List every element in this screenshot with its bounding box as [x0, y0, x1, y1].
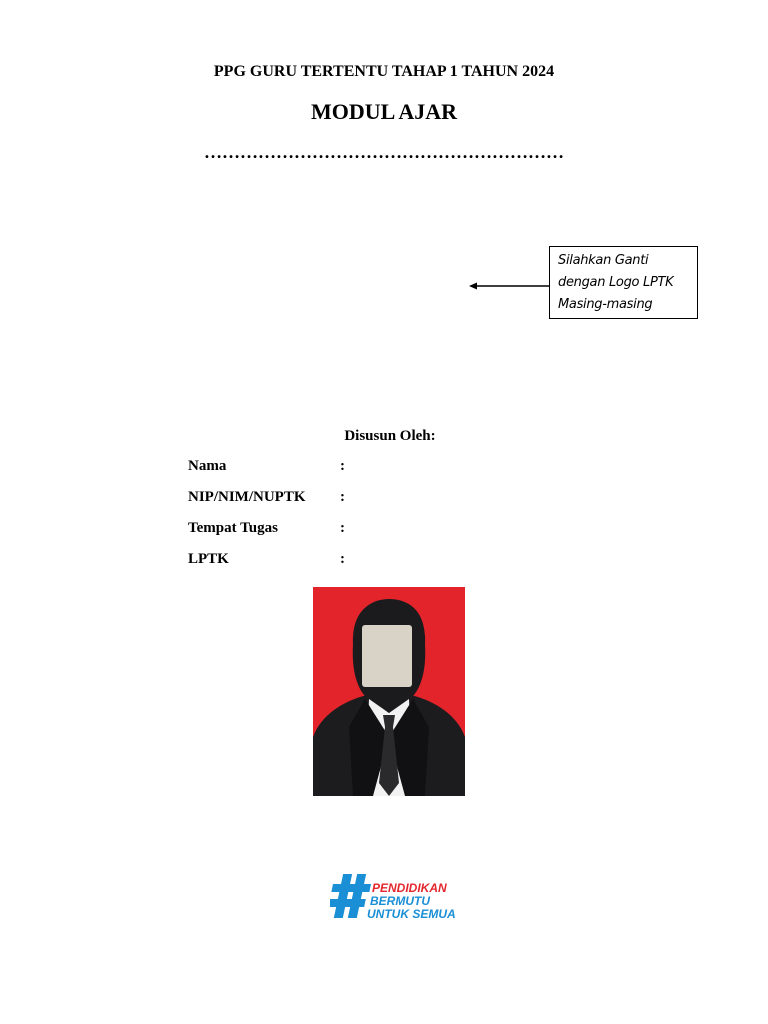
program-heading: PPG GURU TERTENTU TAHAP 1 TAHUN 2024: [213, 63, 555, 80]
field-separator: :: [340, 458, 345, 474]
field-lptk: [188, 551, 345, 571]
author-photo: [313, 587, 465, 796]
field-name: [188, 458, 345, 478]
document-title: MODUL AJAR: [310, 99, 458, 124]
field-label: NIP/NIM/NUPTK: [188, 489, 306, 505]
title-placeholder-dots: ……………………………………………………: [204, 142, 564, 162]
arrow-left-icon: [466, 279, 552, 293]
note-line-2: dengan Logo LPTK: [558, 275, 674, 290]
field-separator: :: [340, 551, 345, 567]
field-label: LPTK: [188, 551, 229, 567]
field-nip: [188, 489, 345, 509]
logo-line-1: PENDIDIKAN: [372, 881, 447, 895]
logo-line-3: UNTUK SEMUA: [367, 907, 456, 921]
note-line-1: Silahkan Ganti: [558, 253, 649, 268]
logo-line-2: BERMUTU: [370, 894, 430, 908]
prepared-by-heading: Disusun Oleh:: [344, 428, 436, 444]
field-workplace: [188, 520, 345, 540]
logo-instruction-note: [549, 246, 698, 319]
note-line-3: Masing-masing: [558, 297, 653, 312]
pendidikan-bermutu-logo: [330, 870, 465, 922]
field-separator: :: [340, 520, 345, 536]
field-label: Tempat Tugas: [188, 520, 278, 536]
field-label: Nama: [188, 458, 227, 474]
field-separator: :: [340, 489, 345, 505]
